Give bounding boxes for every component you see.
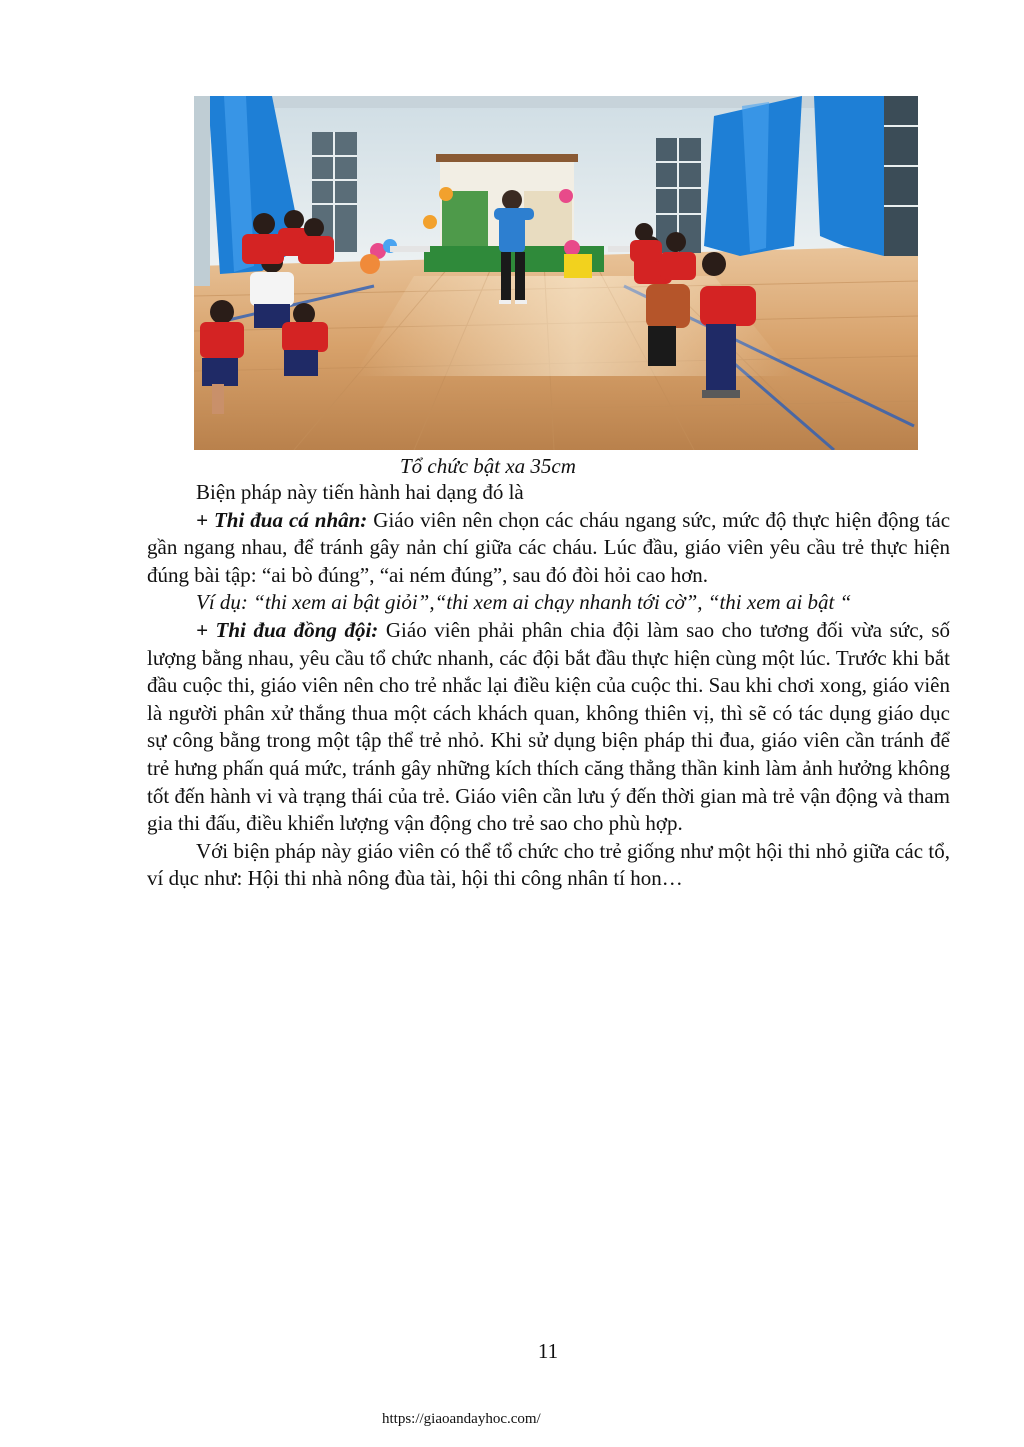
bullet-prefix: + (196, 617, 216, 642)
paragraph-contest-text: Với biện pháp này giáo viên có thể tổ chức cho trẻ giống như một hội thi nhỏ giữa các tổ, ví dục như: Hội thi nhà nông đùa tài, hội thi công nhân tí hon… (147, 838, 950, 891)
paragraph-example-text: Ví dụ: “thi xem ai bật giỏi”,“thi xem ai chạy nhanh tới cờ”, “thi xem ai bật “ (196, 590, 852, 615)
paragraph-contest (147, 838, 950, 893)
paragraph-individual-competition (147, 507, 950, 590)
page-number: 11 (537, 1339, 559, 1363)
footer-url-link[interactable]: https://giaoandayhoc.com/ (382, 1411, 541, 1427)
paragraph-intro (147, 479, 950, 507)
paragraph-intro-text: Biện pháp này tiến hành hai dạng đó là (196, 480, 524, 504)
term-team-competition: Thi đua đồng đội: (215, 617, 379, 642)
body-text (147, 479, 950, 893)
term-individual-competition: Thi đua cá nhân: (213, 507, 368, 532)
paragraph-team-competition (147, 617, 950, 838)
paragraph-example (147, 589, 950, 617)
figure-caption: Tổ chức bật xa 35cm (400, 454, 576, 478)
classroom-photo (194, 96, 918, 450)
paragraph-team-body: Giáo viên phải phân chia đội làm sao cho tương đối vừa sức, số lượng bằng nhau, yêu cầu tổ chức nhanh, các đội bắt đầu thực hiện cùng một lúc. Trước khi bắt đầu cuộc thi, giáo viên nên cho trẻ nhắc lại điều kiện của cuộc thi. Sau khi chơi xong, giáo viên là người phân xử thắng thua một cách khách quan, không thiên vị, thì sẽ có tác dụng giáo dục sự công bằng trong một tập thể trẻ nhỏ. Khi sử dụng biện pháp thi đua, giáo viên cần tránh để trẻ hưng phấn quá mức, tránh gây những kích thích căng thẳng thần kinh làm ảnh hưởng không tốt đến hành vi và trạng thái của trẻ. Giáo viên cần lưu ý đến thời gian mà trẻ vận động và tham gia thi đấu, điều khiển lượng vận động cho trẻ sao cho phù hợp. (147, 617, 951, 836)
paragraph-individual-body: Giáo viên nên chọn các cháu ngang sức, mức độ thực hiện động tác gần ngang nhau, để tránh gây nản chí giữa các cháu. Lúc đầu, giáo viên yêu cầu trẻ thực hiện đúng bài tập: “ai bò đúng”, “ai ném đúng”, sau đó đòi hỏi cao hơn. (147, 507, 951, 587)
bullet-prefix: + (196, 507, 214, 532)
